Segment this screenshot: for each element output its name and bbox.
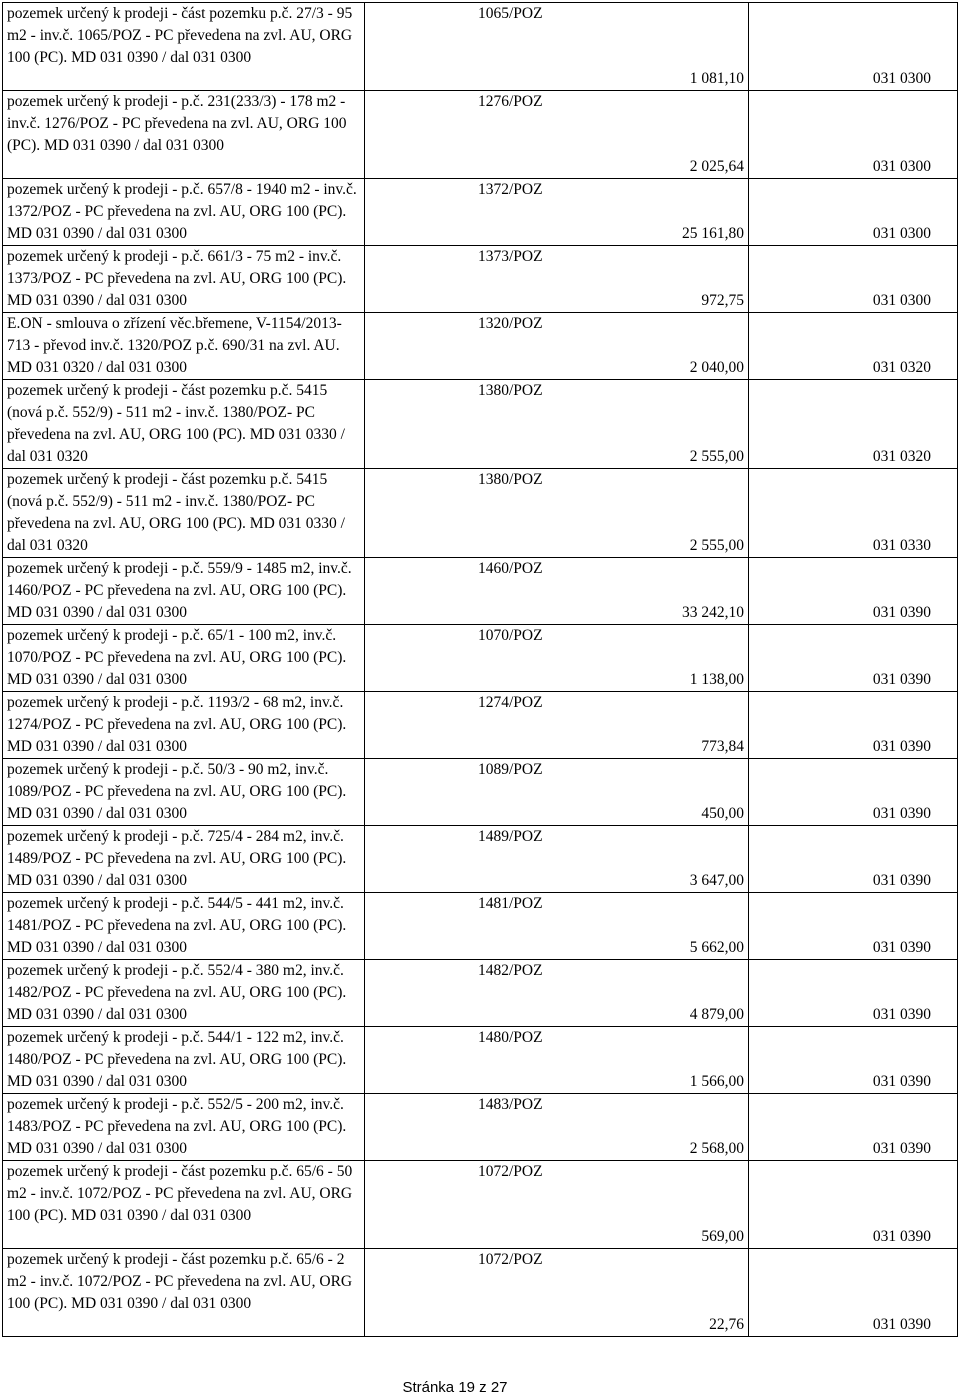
- inventory-cell: 1380/POZ: [365, 380, 531, 469]
- account-value: 031 0300: [872, 292, 931, 309]
- description-cell: pozemek určený k prodeji - p.č. 50/3 - 90 m2, inv.č. 1089/POZ - PC převedena na zvl. AU, ORG 100 (PC). MD 031 0390 / dal 031 0300: [3, 759, 365, 826]
- amount-value: 33 242,10: [682, 604, 744, 621]
- inventory-cell: 1274/POZ: [365, 692, 531, 759]
- inventory-cell: 1489/POZ: [365, 826, 531, 893]
- amount-value: 2 040,00: [689, 359, 744, 376]
- account-value: 031 0390: [872, 604, 931, 621]
- description-cell: pozemek určený k prodeji - p.č. 559/9 - 1485 m2, inv.č. 1460/POZ - PC převedena na zvl. AU, ORG 100 (PC). MD 031 0390 / dal 031 0300: [3, 558, 365, 625]
- amount-value: 2 555,00: [689, 537, 744, 554]
- amount-value: 2 555,00: [689, 448, 744, 465]
- inventory-cell: 1072/POZ: [365, 1161, 531, 1249]
- table-row: [3, 826, 958, 893]
- description-cell: pozemek určený k prodeji - část pozemku p.č. 65/6 - 2 m2 - inv.č. 1072/POZ - PC převedena na zvl. AU, ORG 100 (PC). MD 031 0390 / dal 031 0300: [3, 1249, 365, 1337]
- description-cell: pozemek určený k prodeji - část pozemku p.č. 27/3 - 95 m2 - inv.č. 1065/POZ - PC převedena na zvl. AU, ORG 100 (PC). MD 031 0390 / dal 031 0300: [3, 3, 365, 91]
- amount-value: 5 662,00: [689, 939, 744, 956]
- description-cell: pozemek určený k prodeji - p.č. 231(233/3) - 178 m2 - inv.č. 1276/POZ - PC převedena na zvl. AU, ORG 100 (PC). MD 031 0390 / dal 031 0300: [3, 91, 365, 179]
- account-value: 031 0390: [872, 1073, 931, 1090]
- inventory-cell: 1482/POZ: [365, 960, 531, 1027]
- description-cell: pozemek určený k prodeji - p.č. 661/3 - 75 m2 - inv.č. 1373/POZ - PC převedena na zvl. AU, ORG 100 (PC). MD 031 0390 / dal 031 0300: [3, 246, 365, 313]
- amount-value: 773,84: [701, 738, 744, 755]
- inventory-cell: 1089/POZ: [365, 759, 531, 826]
- description-cell: pozemek určený k prodeji - p.č. 552/5 - 200 m2, inv.č. 1483/POZ - PC převedena na zvl. AU, ORG 100 (PC). MD 031 0390 / dal 031 0300: [3, 1094, 365, 1161]
- table-row: [3, 380, 958, 469]
- account-value: 031 0390: [872, 1228, 931, 1245]
- inventory-cell: 1070/POZ: [365, 625, 531, 692]
- account-value: 031 0390: [872, 872, 931, 889]
- table-row: [3, 469, 958, 558]
- inventory-cell: 1065/POZ: [365, 3, 531, 91]
- inventory-cell: 1480/POZ: [365, 1027, 531, 1094]
- account-value: 031 0390: [872, 671, 931, 688]
- table-row: [3, 91, 958, 179]
- table-row: [3, 759, 958, 826]
- account-value: 031 0390: [872, 939, 931, 956]
- description-cell: pozemek určený k prodeji - část pozemku p.č. 5415 (nová p.č. 552/9) - 511 m2 - inv.č. 1380/POZ- PC převedena na zvl. AU, ORG 100 (PC). MD 031 0330 / dal 031 0320: [3, 380, 365, 469]
- inventory-cell: 1372/POZ: [365, 179, 531, 246]
- account-value: 031 0390: [872, 1140, 931, 1157]
- account-value: 031 0330: [872, 537, 931, 554]
- account-value: 031 0300: [872, 158, 931, 175]
- inventory-cell: 1320/POZ: [365, 313, 531, 380]
- inventory-cell: 1481/POZ: [365, 893, 531, 960]
- table-row: [3, 179, 958, 246]
- ledger-table: [2, 2, 958, 1337]
- table-row: [3, 558, 958, 625]
- amount-value: 450,00: [701, 805, 744, 822]
- amount-value: 1 566,00: [689, 1073, 744, 1090]
- page-footer: Stránka 19 z 27: [402, 1379, 508, 1396]
- account-value: 031 0390: [872, 738, 931, 755]
- description-cell: pozemek určený k prodeji - p.č. 552/4 - 380 m2, inv.č. 1482/POZ - PC převedena na zvl. AU, ORG 100 (PC). MD 031 0390 / dal 031 0300: [3, 960, 365, 1027]
- table-row: [3, 1161, 958, 1249]
- amount-value: 1 138,00: [689, 671, 744, 688]
- description-cell: pozemek určený k prodeji - p.č. 657/8 - 1940 m2 - inv.č. 1372/POZ - PC převedena na zvl. AU, ORG 100 (PC). MD 031 0390 / dal 031 0300: [3, 179, 365, 246]
- inventory-cell: 1072/POZ: [365, 1249, 531, 1337]
- inventory-cell: 1276/POZ: [365, 91, 531, 179]
- account-value: 031 0300: [872, 225, 931, 242]
- inventory-cell: 1373/POZ: [365, 246, 531, 313]
- description-cell: pozemek určený k prodeji - p.č. 65/1 - 100 m2, inv.č. 1070/POZ - PC převedena na zvl. AU, ORG 100 (PC). MD 031 0390 / dal 031 0300: [3, 625, 365, 692]
- description-cell: pozemek určený k prodeji - p.č. 544/1 - 122 m2, inv.č. 1480/POZ - PC převedena na zvl. AU, ORG 100 (PC). MD 031 0390 / dal 031 0300: [3, 1027, 365, 1094]
- amount-value: 569,00: [701, 1228, 744, 1245]
- amount-value: 2 568,00: [689, 1140, 744, 1157]
- amount-value: 25 161,80: [682, 225, 744, 242]
- table-row: [3, 3, 958, 91]
- table-row: [3, 893, 958, 960]
- table-row: [3, 1027, 958, 1094]
- description-cell: pozemek určený k prodeji - p.č. 725/4 - 284 m2, inv.č. 1489/POZ - PC převedena na zvl. AU, ORG 100 (PC). MD 031 0390 / dal 031 0300: [3, 826, 365, 893]
- account-value: 031 0320: [872, 448, 931, 465]
- account-value: 031 0390: [872, 1316, 931, 1333]
- account-value: 031 0390: [872, 805, 931, 822]
- table-row: [3, 313, 958, 380]
- table-row: [3, 1094, 958, 1161]
- description-cell: pozemek určený k prodeji - p.č. 1193/2 - 68 m2, inv.č. 1274/POZ - PC převedena na zvl. AU, ORG 100 (PC). MD 031 0390 / dal 031 0300: [3, 692, 365, 759]
- amount-value: 1 081,10: [689, 70, 744, 87]
- description-cell: E.ON - smlouva o zřízení věc.břemene, V-1154/2013-713 - převod inv.č. 1320/POZ p.č. 690/31 na zvl. AU. MD 031 0320 / dal 031 0300: [3, 313, 365, 380]
- amount-value: 22,76: [709, 1316, 744, 1333]
- account-value: 031 0300: [872, 70, 931, 87]
- amount-value: 3 647,00: [689, 872, 744, 889]
- amount-value: 2 025,64: [689, 158, 744, 175]
- description-cell: pozemek určený k prodeji - p.č. 544/5 - 441 m2, inv.č. 1481/POZ - PC převedena na zvl. AU, ORG 100 (PC). MD 031 0390 / dal 031 0300: [3, 893, 365, 960]
- account-value: 031 0320: [872, 359, 931, 376]
- description-cell: pozemek určený k prodeji - část pozemku p.č. 65/6 - 50 m2 - inv.č. 1072/POZ - PC převedena na zvl. AU, ORG 100 (PC). MD 031 0390 / dal 031 0300: [3, 1161, 365, 1249]
- description-cell: pozemek určený k prodeji - část pozemku p.č. 5415 (nová p.č. 552/9) - 511 m2 - inv.č. 1380/POZ- PC převedena na zvl. AU, ORG 100 (PC). MD 031 0330 / dal 031 0320: [3, 469, 365, 558]
- amount-value: 972,75: [701, 292, 744, 309]
- table-row: [3, 692, 958, 759]
- amount-value: 4 879,00: [689, 1006, 744, 1023]
- table-row: [3, 1249, 958, 1337]
- inventory-cell: 1380/POZ: [365, 469, 531, 558]
- table-row: [3, 625, 958, 692]
- table-row: [3, 246, 958, 313]
- inventory-cell: 1460/POZ: [365, 558, 531, 625]
- table-row: [3, 960, 958, 1027]
- account-value: 031 0390: [872, 1006, 931, 1023]
- inventory-cell: 1483/POZ: [365, 1094, 531, 1161]
- ledger-body: [3, 3, 958, 1337]
